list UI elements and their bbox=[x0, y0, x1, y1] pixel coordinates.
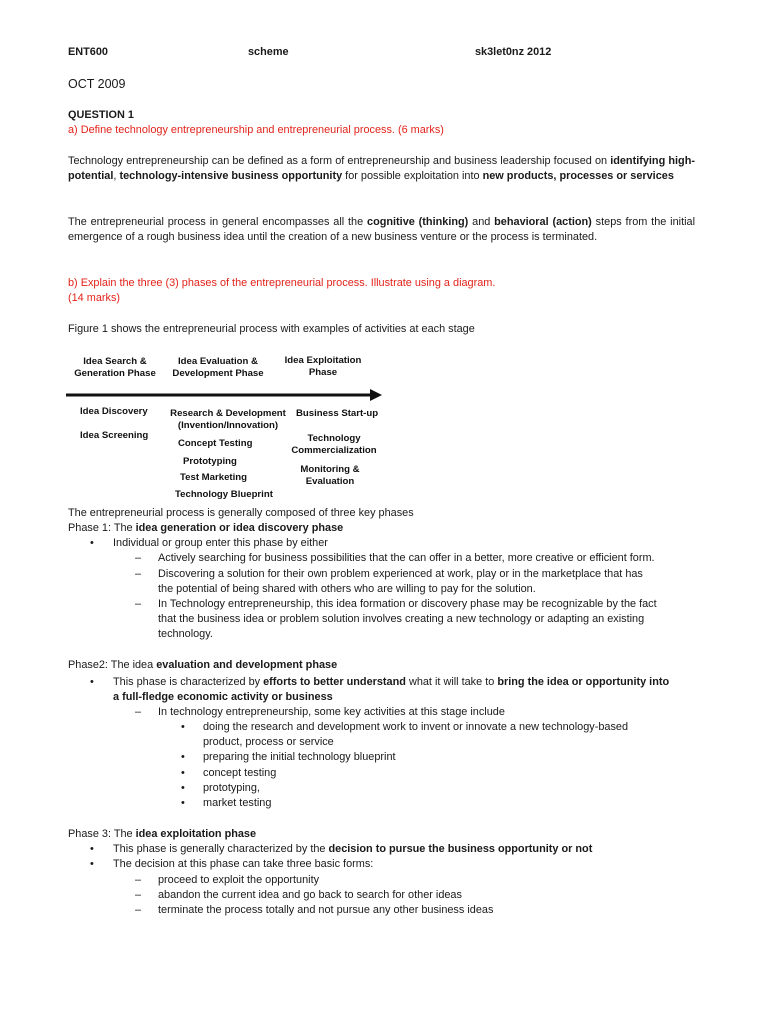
phase1-dash-2-line2: the potential of being shared with others who are willing to pay for the solution. bbox=[158, 583, 536, 595]
header-author: sk3let0nz 2012 bbox=[475, 46, 552, 58]
figure-caption: Figure 1 shows the entrepreneurial process with examples of activities at each stage bbox=[68, 323, 475, 335]
dash-glyph: – bbox=[135, 568, 142, 580]
phase1-heading: Phase 1: The idea generation or idea discovery phase bbox=[68, 522, 344, 534]
header-doc-type: scheme bbox=[248, 46, 289, 58]
bullet-glyph: • bbox=[181, 782, 185, 794]
phase2-heading: Phase2: The idea evaluation and development phase bbox=[68, 659, 338, 671]
p3-item-business-startup: Business Start-up bbox=[296, 408, 379, 419]
phase2-sub-1-line1: doing the research and development work to invent or innovate a new technology-based bbox=[203, 721, 629, 733]
phase3-heading: Phase 3: The idea exploitation phase bbox=[68, 828, 257, 840]
dash-glyph: – bbox=[135, 706, 142, 718]
phase2-dash-1: In technology entrepreneurship, some key activities at this stage include bbox=[158, 706, 505, 718]
phase1-dash-1: Actively searching for business possibilities that the can offer in a better, more creative or efficient form. bbox=[158, 552, 655, 564]
p3-item-monitoring-evaluation: Monitoring & Evaluation bbox=[300, 464, 360, 487]
phase2-sub-2: preparing the initial technology blueprint bbox=[203, 751, 396, 763]
phase2-sub-5: market testing bbox=[203, 797, 272, 809]
dash-glyph: – bbox=[135, 874, 142, 886]
bullet-glyph: • bbox=[90, 537, 94, 549]
bullet-glyph: • bbox=[181, 797, 185, 809]
p2-item-concept-testing: Concept Testing bbox=[178, 438, 253, 449]
header-course: ENT600 bbox=[68, 46, 108, 58]
phase3-bullet-1: This phase is generally characterized by the decision to pursue the business opportunity or not bbox=[113, 843, 593, 855]
phase1-bullet: Individual or group enter this phase by either bbox=[113, 537, 328, 549]
phase3-dash-1: proceed to exploit the opportunity bbox=[158, 874, 320, 886]
p3-item-technology-commercialization: Technology Commercialization bbox=[291, 433, 377, 456]
question-part-a: a) Define technology entrepreneurship and entrepreneurial process. (6 marks) bbox=[68, 124, 444, 136]
bullet-glyph: • bbox=[181, 721, 185, 733]
dash-glyph: – bbox=[135, 552, 142, 564]
definition-technology-entrepreneurship: Technology entrepreneurship can be defined as a form of entrepreneurship and business leadership focused on identifying high-potential, technology-intensive business opportunity for possible exploitation into new products, processes or services bbox=[68, 155, 695, 182]
dash-glyph: – bbox=[135, 904, 142, 916]
bullet-glyph: • bbox=[90, 676, 94, 688]
bullet-glyph: • bbox=[90, 858, 94, 870]
phase3-dash-2: abandon the current idea and go back to search for other ideas bbox=[158, 889, 462, 901]
phase3-title: Idea Exploitation Phase bbox=[284, 355, 362, 378]
phase2-title: Idea Evaluation & Development Phase bbox=[172, 356, 264, 379]
p2-item-test-marketing: Test Marketing bbox=[180, 472, 247, 483]
p2-item-technology-blueprint: Technology Blueprint bbox=[175, 489, 273, 500]
phase2-sub-4: prototyping, bbox=[203, 782, 260, 794]
phase2-sub-1-line2: product, process or service bbox=[203, 736, 334, 748]
phase2-bullet-line2: a full-fledge economic activity or business bbox=[113, 691, 333, 703]
phase2-sub-3: concept testing bbox=[203, 767, 277, 779]
p1-item-idea-discovery: Idea Discovery bbox=[80, 406, 148, 417]
bullet-glyph: • bbox=[181, 767, 185, 779]
p2-item-research-development: Research & Development (Invention/Innovation) bbox=[170, 408, 286, 431]
exam-date: OCT 2009 bbox=[68, 77, 126, 91]
p1-item-idea-screening: Idea Screening bbox=[80, 430, 149, 441]
phase1-title: Idea Search & Generation Phase bbox=[74, 356, 156, 379]
phase1-dash-3-line2: that the business idea or problem solution involves creating a new technology or adapting an existing bbox=[158, 613, 645, 625]
dash-glyph: – bbox=[135, 598, 142, 610]
phase1-dash-3-line3: technology. bbox=[158, 628, 213, 640]
dash-glyph: – bbox=[135, 889, 142, 901]
phase2-bullet-line1: This phase is characterized by efforts to better understand what it will take to bring the idea or opportunity into bbox=[113, 676, 670, 688]
question-title: QUESTION 1 bbox=[68, 109, 134, 121]
question-part-b-marks: (14 marks) bbox=[68, 292, 121, 304]
bullet-glyph: • bbox=[181, 751, 185, 763]
phases-intro: The entrepreneurial process is generally composed of three key phases bbox=[68, 507, 414, 519]
p2-item-prototyping: Prototyping bbox=[183, 456, 237, 467]
bullet-glyph: • bbox=[90, 843, 94, 855]
phase1-dash-2-line1: Discovering a solution for their own problem experienced at work, play or in the marketplace that has bbox=[158, 568, 643, 580]
phase3-dash-3: terminate the process totally and not pursue any other business ideas bbox=[158, 904, 494, 916]
phase3-bullet-2: The decision at this phase can take three basic forms: bbox=[113, 858, 374, 870]
phase1-dash-3-line1: In Technology entrepreneurship, this idea formation or discovery phase may be recognizable by the fact bbox=[158, 598, 657, 610]
definition-entrepreneurial-process: The entrepreneurial process in general encompasses all the cognitive (thinking) and behavioral (action) steps from the initial emergence of a rough business idea until the creation of a new business venture or the process is terminated. bbox=[68, 216, 695, 243]
question-part-b: b) Explain the three (3) phases of the entrepreneurial process. Illustrate using a diagram. bbox=[68, 277, 496, 289]
